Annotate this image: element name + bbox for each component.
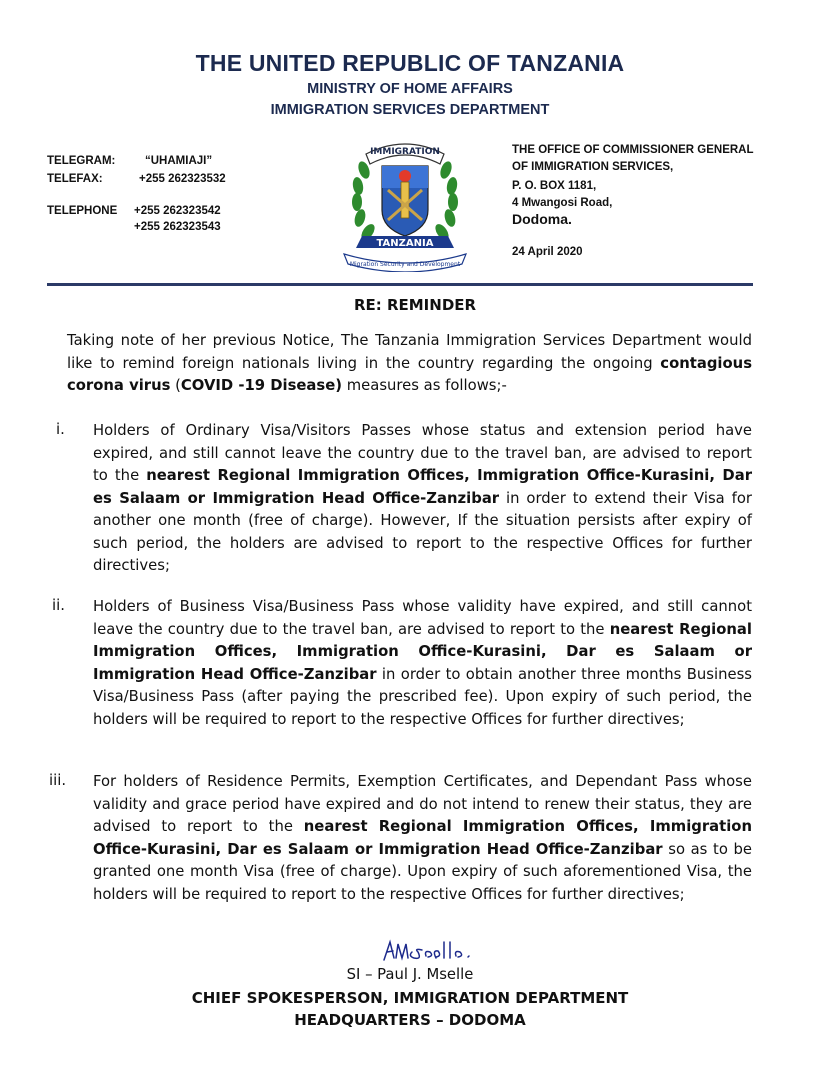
office-line-4: 4 Mwangosi Road,: [512, 196, 613, 209]
letterhead-title: THE UNITED REPUBLIC OF TANZANIA: [195, 50, 625, 76]
telegram-label: TELEGRAM:: [47, 155, 116, 167]
telegram-value: “UHAMIAJI”: [145, 155, 213, 167]
office-line-1: THE OFFICE OF COMMISSIONER GENERAL: [512, 144, 754, 156]
ministry-name: MINISTRY OF HOME AFFAIRS: [307, 81, 513, 97]
emblem-motto-text: Migration Security and Development: [349, 261, 461, 268]
immigration-emblem: [338, 132, 472, 272]
item-number: ii.: [52, 597, 65, 614]
telefax-value: +255 262323532: [139, 173, 226, 185]
signatory-title: CHIEF SPOKESPERSON, IMMIGRATION DEPARTMENT: [191, 989, 629, 1007]
handwritten-signature: [378, 938, 478, 966]
emblem-top-text: IMMIGRATION: [370, 147, 440, 157]
header-divider: [47, 283, 753, 286]
list-item: Holders of Ordinary Visa/Visitors Passes whose status and extension period have expired, and still cannot leave the country due to the travel ban, are advised to report to the nearest Regional Immigration Offices, Immigration Office-Kurasini, Dar es Salaam or Immigration Head Office-Zanzibar in order to extend their Visa for another one month (free of charge). However, If the situation persists after expiry of such period, the holders are advised to report to the respective Offices for further directives;: [93, 422, 752, 574]
telephone-value-1: +255 262323542: [134, 205, 221, 217]
list-item: Holders of Business Visa/Business Pass whose validity have expired, and still cannot leave the country due to the travel ban, are advised to report to the nearest Regional Immigration Offices, Immigration Office-Kurasini, Dar es Salaam or Immigration Head Office-Zanzibar in order to obtain another three months Business Visa/Business Pass (after paying the prescribed fee). Upon expiry of such period, the holders will be required to report to the respective Offices for further directives;: [93, 598, 752, 728]
office-city: Dodoma.: [512, 211, 572, 227]
office-line-3: P. O. BOX 1181,: [512, 180, 597, 192]
signatory-location: HEADQUARTERS – DODOMA: [294, 1011, 526, 1029]
letter-date: 24 April 2020: [512, 245, 583, 258]
item-number: iii.: [49, 772, 67, 789]
signatory-name: SI – Paul J. Mselle: [346, 966, 474, 983]
office-address: [512, 142, 754, 260]
telefax-label: TELEFAX:: [47, 173, 103, 185]
intro-paragraph: Taking note of her previous Notice, The Tanzania Immigration Services Department would like to remind foreign nationals living in the country regarding the ongoing contagious corona virus (COVID -19 Disease) measures as follows;-: [67, 332, 752, 394]
subject-line: RE: REMINDER: [353, 296, 477, 314]
telephone-value-2: +255 262323543: [134, 221, 221, 233]
telephone-label: TELEPHONE: [47, 205, 118, 217]
office-line-2: OF IMMIGRATION SERVICES,: [512, 160, 674, 173]
emblem-banner-text: TANZANIA: [376, 238, 434, 249]
department-name: IMMIGRATION SERVICES DEPARTMENT: [270, 102, 550, 118]
list-item: For holders of Residence Permits, Exemption Certificates, and Dependant Pass whose validity and grace period have expired and do not intend to renew their status, they are advised to report to the nearest Regional Immigration Offices, Immigration Office-Kurasini, Dar es Salaam or Immigration Head Office-Zanzibar so as to be granted one month Visa (free of charge). Upon expiry of such aforementioned Visa, the holders will be required to report to the respective Offices for further directives;: [93, 773, 752, 903]
item-number: i.: [56, 421, 65, 438]
